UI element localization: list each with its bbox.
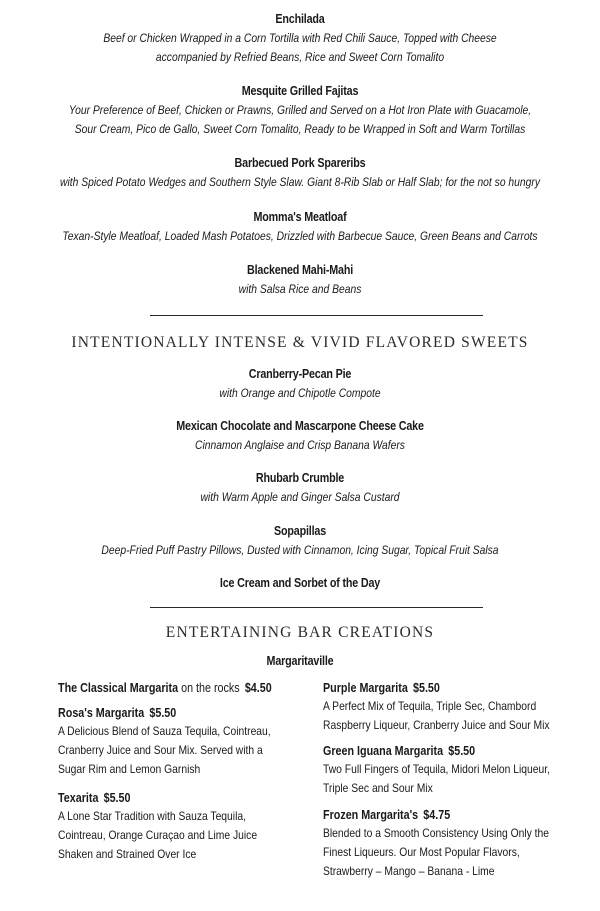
drink-description: Blended to a Smooth Consistency Using Only the — [323, 826, 550, 840]
drink-price: $4.50 — [244, 681, 272, 695]
section-divider — [150, 315, 483, 316]
bar-section-title: ENTERTAINING BAR CREATIONS — [165, 624, 435, 641]
drink-heading — [58, 791, 257, 805]
drink-heading — [323, 744, 550, 758]
item-name: Ice Cream and Sorbet of the Day — [219, 576, 381, 590]
drink-heading — [58, 706, 271, 720]
menu-item-enchilada — [0, 12, 600, 67]
item-name: Barbecued Pork Spareribs — [234, 156, 366, 170]
drink-rosas-margarita — [58, 706, 305, 779]
menu-item-rhubarb-crumble — [0, 471, 600, 507]
drink-green-iguana-margarita — [323, 744, 587, 798]
drink-name: The Classical Margarita — [58, 681, 179, 695]
drink-price: $5.50 — [448, 744, 476, 758]
drink-description: A Perfect Mix of Tequila, Triple Sec, Chambord — [323, 699, 537, 713]
menu-item-fajitas — [0, 84, 600, 139]
item-description: Sour Cream, Pico de Gallo, Sweet Corn Tomalito, Ready to be Wrapped in Soft and Warm Tortillas — [74, 122, 526, 136]
item-description: accompanied by Refried Beans, Rice and Sweet Corn Tomalito — [155, 50, 445, 64]
bar-subtitle — [0, 654, 600, 668]
drink-name: Rosa's Margarita — [58, 706, 145, 720]
item-description: with Spiced Potato Wedges and Southern Style Slaw. Giant 8-Rib Slab or Half Slab; for the not so hungry — [60, 175, 540, 189]
drink-heading — [58, 681, 272, 695]
drink-description: Cranberry Juice and Sour Mix. Served with a — [58, 743, 263, 757]
drink-serving-note: on the rocks — [178, 681, 240, 695]
drink-price: $5.50 — [149, 706, 177, 720]
drink-description: Sugar Rim and Lemon Garnish — [58, 762, 201, 776]
item-name: Rhubarb Crumble — [255, 471, 345, 485]
section-divider — [150, 607, 483, 608]
drink-name: Texarita — [58, 791, 99, 805]
bar-subtitle-text: Margaritaville — [266, 654, 334, 668]
drink-description: Raspberry Liqueur, Cranberry Juice and Sour Mix — [323, 718, 550, 732]
drink-name: Purple Margarita — [323, 681, 408, 695]
item-description: with Warm Apple and Ginger Salsa Custard — [200, 490, 400, 504]
menu-item-pecan-pie — [0, 367, 600, 403]
drink-description: A Delicious Blend of Sauza Tequila, Cointreau, — [58, 724, 271, 738]
item-name: Mexican Chocolate and Mascarpone Cheese Cake — [176, 419, 424, 433]
menu-item-cheese-cake — [0, 419, 600, 455]
item-description: Beef or Chicken Wrapped in a Corn Tortilla with Red Chili Sauce, Topped with Cheese — [103, 31, 497, 45]
item-description: Cinnamon Anglaise and Crisp Banana Wafers — [195, 438, 405, 452]
sweets-section-title: INTENTIONALLY INTENSE & VIVID FLAVORED SWEETS — [71, 334, 529, 351]
drink-description: Finest Liqueurs. Our Most Popular Flavors, — [323, 845, 520, 859]
drink-price: $5.50 — [412, 681, 440, 695]
item-name: Enchilada — [275, 12, 325, 26]
drink-price: $4.75 — [423, 808, 451, 822]
drink-description: A Lone Star Tradition with Sauza Tequila, — [58, 809, 246, 823]
menu-item-sopapillas — [0, 524, 600, 560]
item-description: with Orange and Chipotle Compote — [219, 386, 381, 400]
menu-item-ice-cream — [0, 576, 600, 590]
menu-item-meatloaf — [0, 210, 600, 246]
drink-name: Frozen Margarita's — [323, 808, 419, 822]
drink-purple-margarita — [323, 681, 586, 735]
drink-heading — [323, 681, 550, 695]
drink-description: Triple Sec and Sour Mix — [323, 781, 433, 795]
item-name: Momma's Meatloaf — [253, 210, 347, 224]
drink-description: Two Full Fingers of Tequila, Midori Melon Liqueur, — [323, 762, 550, 776]
item-description: with Salsa Rice and Beans — [238, 282, 362, 296]
item-description: Your Preference of Beef, Chicken or Prawns, Grilled and Served on a Hot Iron Plate with Guacamole, — [68, 103, 532, 117]
item-name: Sopapillas — [273, 524, 327, 538]
drink-description: Cointreau, Orange Curaçao and Lime Juice — [58, 828, 258, 842]
drink-heading — [323, 808, 549, 822]
menu-item-mahi-mahi — [0, 263, 600, 299]
drink-description: Shaken and Strained Over Ice — [58, 847, 197, 861]
menu-item-spareribs — [0, 156, 600, 192]
drink-classical-margarita — [58, 681, 307, 695]
item-name: Blackened Mahi-Mahi — [246, 263, 354, 277]
item-name: Cranberry-Pecan Pie — [248, 367, 352, 381]
drink-frozen-margaritas — [323, 808, 586, 881]
drink-name: Green Iguana Margarita — [323, 744, 444, 758]
drink-texarita — [58, 791, 289, 864]
item-description: Deep-Fried Puff Pastry Pillows, Dusted with Cinnamon, Icing Sugar, Topical Fruit Salsa — [101, 543, 499, 557]
drink-price: $5.50 — [103, 791, 131, 805]
drink-description: Strawberry – Mango – Banana - Lime — [323, 864, 495, 878]
item-name: Mesquite Grilled Fajitas — [241, 84, 359, 98]
item-description: Texan-Style Meatloaf, Loaded Mash Potatoes, Drizzled with Barbecue Sauce, Green Beans and Carrots — [62, 229, 538, 243]
